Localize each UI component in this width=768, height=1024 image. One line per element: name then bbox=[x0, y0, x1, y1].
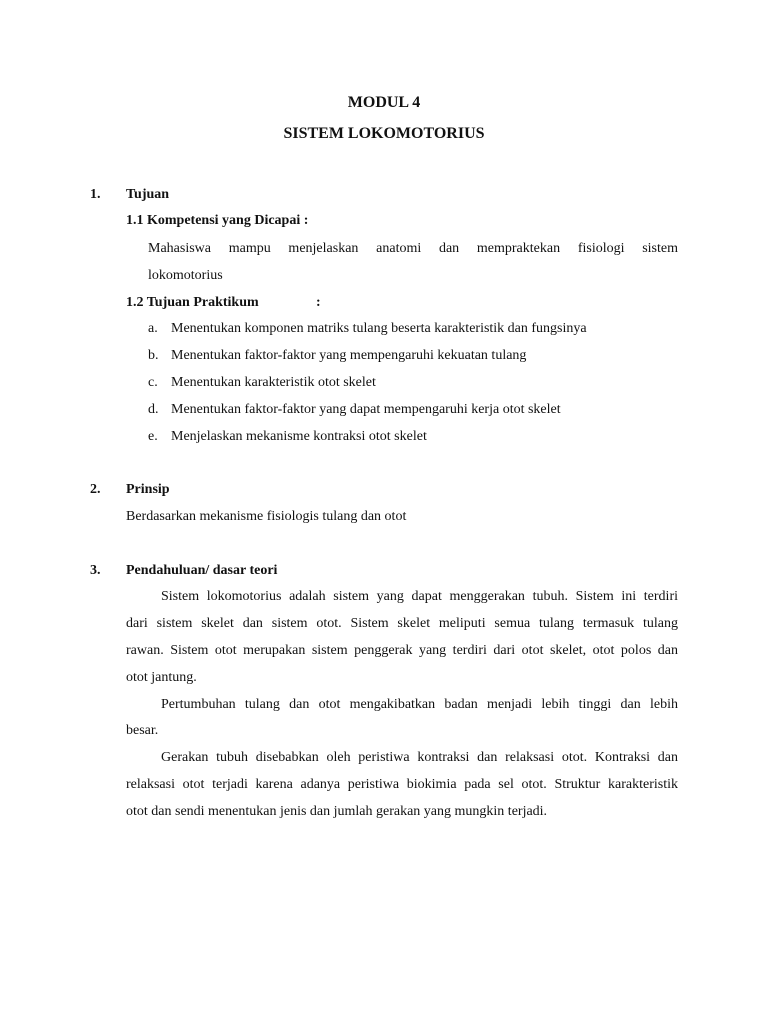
list-item-marker: d. bbox=[148, 402, 159, 417]
paragraph-line: Sistem lokomotorius adalah sistem yang dapat menggerakan tubuh. Sistem ini terdiri bbox=[161, 589, 678, 604]
paragraph-line: dari sistem skelet dan sistem otot. Sistem skelet meliputi semua tulang termasuk tulang bbox=[126, 616, 678, 631]
section-heading-prinsip: Prinsip bbox=[126, 482, 170, 497]
section-heading-pendahuluan: Pendahuluan/ dasar teori bbox=[126, 563, 278, 578]
list-item-marker: c. bbox=[148, 375, 158, 390]
paragraph-line: Pertumbuhan tulang dan otot mengakibatkan badan menjadi lebih tinggi dan lebih bbox=[161, 697, 678, 712]
subsection-heading-kompetensi: 1.1 Kompetensi yang Dicapai : bbox=[126, 213, 309, 228]
kompetensi-text-line: Mahasiswa mampu menjelaskan anatomi dan mempraktekan fisiologi sistem bbox=[148, 241, 678, 256]
document-title: SISTEM LOKOMOTORIUS bbox=[283, 125, 485, 142]
prinsip-text: Berdasarkan mekanisme fisiologis tulang dan otot bbox=[126, 509, 407, 524]
list-item: Menentukan faktor-faktor yang mempengaruhi kekuatan tulang bbox=[171, 348, 527, 363]
paragraph-line: Gerakan tubuh disebabkan oleh peristiwa kontraksi dan relaksasi otot. Kontraksi dan bbox=[161, 750, 678, 765]
list-item: Menentukan faktor-faktor yang dapat mempengaruhi kerja otot skelet bbox=[171, 402, 561, 417]
list-item-marker: b. bbox=[148, 348, 159, 363]
section-number: 3. bbox=[90, 563, 101, 578]
kompetensi-text-line: lokomotorius bbox=[148, 268, 223, 283]
list-item: Menentukan komponen matriks tulang beserta karakteristik dan fungsinya bbox=[171, 321, 587, 336]
module-label: MODUL 4 bbox=[347, 94, 421, 111]
list-item-marker: a. bbox=[148, 321, 158, 336]
section-number: 2. bbox=[90, 482, 101, 497]
paragraph-line: rawan. Sistem otot merupakan sistem penggerak yang terdiri dari otot skelet, otot polos dan bbox=[126, 643, 678, 658]
list-item: Menjelaskan mekanisme kontraksi otot skelet bbox=[171, 429, 427, 444]
paragraph-line: besar. bbox=[126, 723, 159, 738]
section-heading-tujuan: Tujuan bbox=[126, 187, 170, 202]
paragraph-line: otot jantung. bbox=[126, 670, 197, 685]
list-item-marker: e. bbox=[148, 429, 158, 444]
list-item: Menentukan karakteristik otot skelet bbox=[171, 375, 376, 390]
subsection-heading-tujuan-praktikum: 1.2 Tujuan Praktikum bbox=[126, 295, 259, 310]
paragraph-line: otot dan sendi menentukan jenis dan jumlah gerakan yang mungkin terjadi. bbox=[126, 804, 548, 819]
paragraph-line: relaksasi otot terjadi karena adanya peristiwa biokimia pada sel otot. Struktur karakteristik bbox=[126, 777, 678, 792]
subsection-colon: : bbox=[316, 295, 321, 310]
section-number: 1. bbox=[90, 187, 101, 202]
